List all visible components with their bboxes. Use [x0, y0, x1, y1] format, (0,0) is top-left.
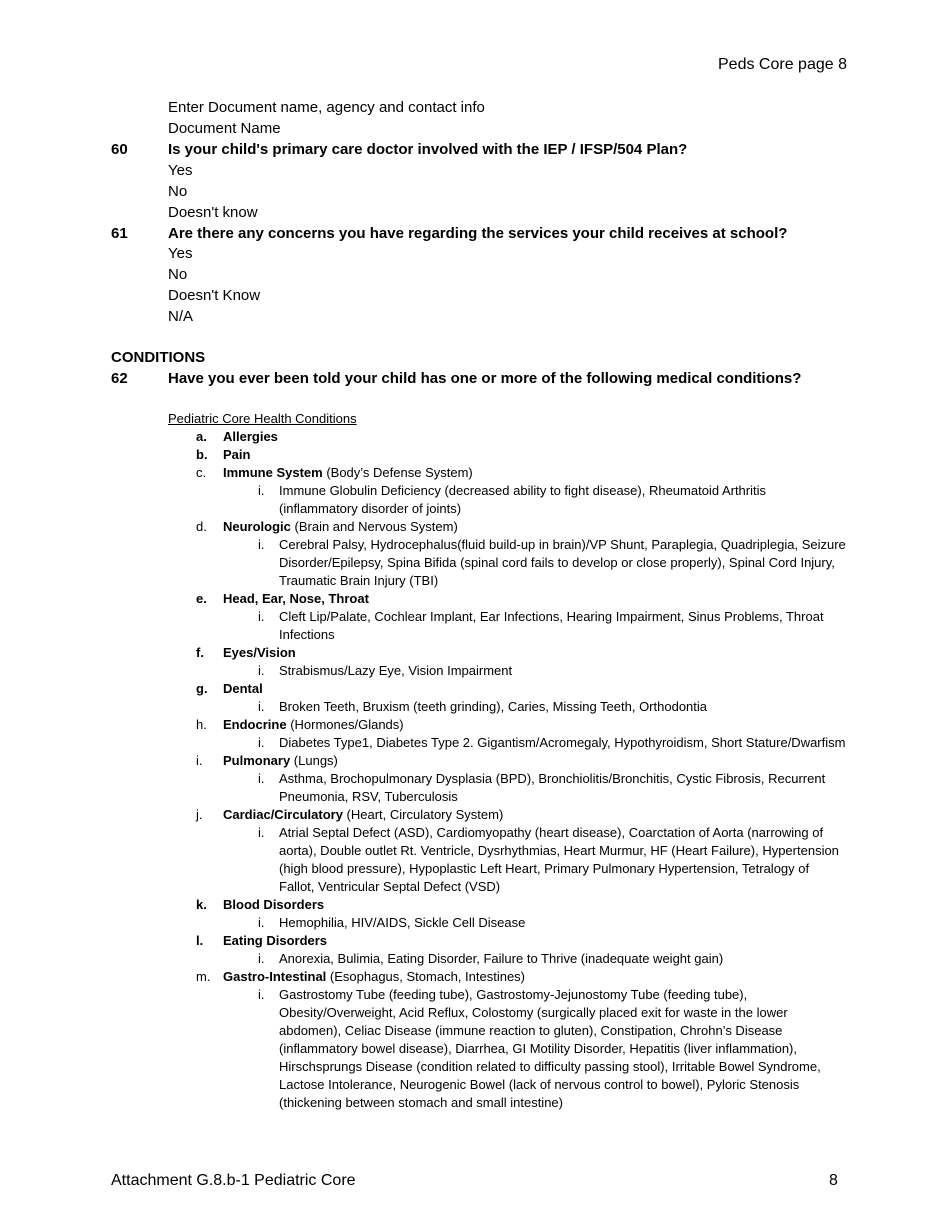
condition-item — [196, 428, 846, 446]
condition-letter: d. — [196, 519, 207, 534]
condition-letter: j. — [196, 807, 203, 822]
question-60-option: No — [168, 183, 188, 200]
intro-line-2: Document Name — [168, 120, 281, 137]
condition-description: (Brain and Nervous System) — [290, 519, 458, 534]
condition-name: Blood Disorders — [223, 897, 325, 912]
condition-subitem — [196, 734, 846, 752]
condition-item — [196, 752, 846, 806]
condition-letter: f. — [196, 645, 204, 660]
condition-item — [196, 680, 846, 716]
condition-subitem — [196, 608, 846, 644]
subitem-numeral: i. — [258, 735, 265, 750]
condition-name: Neurologic — [223, 519, 291, 534]
condition-letter: i. — [196, 753, 203, 768]
subitem-numeral: i. — [258, 915, 265, 930]
question-60-text: Is your child's primary care doctor involved with the IEP / IFSP/504 Plan? — [168, 141, 688, 158]
subitem-numeral: i. — [258, 663, 265, 678]
subitem-numeral: i. — [258, 609, 265, 624]
question-60-number: 60 — [111, 141, 128, 158]
subitem-text: Immune Globulin Deficiency (decreased ability to fight disease), Rheumatoid Arthritis (inflammatory disorder of joints) — [279, 483, 767, 516]
condition-description: (Esophagus, Stomach, Intestines) — [326, 969, 526, 984]
condition-item — [196, 464, 846, 518]
condition-letter: e. — [196, 591, 207, 606]
condition-name: Endocrine — [223, 717, 287, 732]
condition-name: Eyes/Vision — [223, 645, 296, 660]
condition-subitem — [196, 986, 846, 1112]
condition-subitem — [196, 536, 846, 590]
subitem-text: Gastrostomy Tube (feeding tube), Gastrostomy-Jejunostomy Tube (feeding tube), Obesity/Overweight, Acid Reflux, Colostomy (surgically placed exit for waste in the lower abdomen), Celiac Disease (immune reaction to gluten), Constipation, Chrohn’s Disease (inflammatory bowel disease), Diarrhea, GI Motility Disorder, Hepatitis (liver inflammation), Hirschsprungs Disease (condition related to difficulty passing stool), Irritable Bowel Syndrome, Lactose Intolerance, Neurogenic Bowel (lack of nervous control to bowel), Pyloric Stenosis (thickening between stomach and small intestine) — [279, 987, 821, 1110]
subitem-text: Hemophilia, HIV/AIDS, Sickle Cell Disease — [279, 915, 526, 930]
subitem-numeral: i. — [258, 825, 265, 840]
condition-name: Eating Disorders — [223, 933, 328, 948]
condition-name: Head, Ear, Nose, Throat — [223, 591, 369, 606]
condition-letter: b. — [196, 447, 208, 462]
condition-letter: l. — [196, 933, 204, 948]
condition-description: (Heart, Circulatory System) — [342, 807, 504, 822]
subitem-numeral: i. — [258, 537, 265, 552]
subitem-numeral: i. — [258, 699, 265, 714]
question-61-number: 61 — [111, 225, 128, 242]
subitem-text: Anorexia, Bulimia, Eating Disorder, Failure to Thrive (inadequate weight gain) — [279, 951, 724, 966]
question-62-text: Have you ever been told your child has one or more of the following medical conditions? — [168, 370, 802, 387]
condition-name: Pain — [223, 447, 251, 462]
condition-letter: g. — [196, 681, 208, 696]
question-60-option: Yes — [168, 162, 193, 179]
condition-subitem — [196, 698, 846, 716]
question-61-option: Doesn't Know — [168, 287, 261, 304]
condition-subitem — [196, 914, 846, 932]
subitem-text: Diabetes Type1, Diabetes Type 2. Gigantism/Acromegaly, Hypothyroidism, Short Stature/Dwarfism — [279, 735, 846, 750]
condition-letter: c. — [196, 465, 207, 480]
condition-letter: h. — [196, 717, 207, 732]
question-61-option: Yes — [168, 245, 193, 262]
condition-name: Gastro-Intestinal — [223, 969, 327, 984]
condition-subitem — [196, 950, 846, 968]
subitem-numeral: i. — [258, 483, 265, 498]
condition-name: Pulmonary — [223, 753, 291, 768]
question-61-option: N/A — [168, 308, 194, 325]
condition-description: (Hormones/Glands) — [286, 717, 404, 732]
condition-item — [196, 932, 846, 968]
condition-item — [196, 590, 846, 644]
condition-name: Cardiac/Circulatory — [223, 807, 343, 822]
subitem-numeral: i. — [258, 771, 265, 786]
subitem-text: Strabismus/Lazy Eye, Vision Impairment — [279, 663, 513, 678]
subitem-text: Asthma, Brochopulmonary Dysplasia (BPD), Bronchiolitis/Bronchitis, Cystic Fibrosis, Recurrent Pneumonia, RSV, Tuberculosis — [279, 771, 826, 804]
subitem-numeral: i. — [258, 987, 265, 1002]
condition-item — [196, 806, 846, 896]
question-61-text: Are there any concerns you have regarding the services your child receives at school? — [168, 225, 788, 242]
condition-subitem — [196, 662, 846, 680]
condition-item — [196, 446, 846, 464]
subitem-text: Cerebral Palsy, Hydrocephalus(fluid build-up in brain)/VP Shunt, Paraplegia, Quadriplegia, Seizure Disorder/Epilepsy, Spina Bifida (spinal cord fails to develop or close properly), Spinal Cord Injury, Traumatic Brain Injury (TBI) — [279, 537, 846, 588]
section-title: CONDITIONS — [111, 349, 206, 366]
footer-attachment: Attachment G.8.b-1 Pediatric Core — [111, 1172, 356, 1189]
condition-letter: k. — [196, 897, 207, 912]
subitem-text: Cleft Lip/Palate, Cochlear Implant, Ear Infections, Hearing Impairment, Sinus Problems, Throat Infections — [279, 609, 824, 642]
condition-item — [196, 644, 846, 680]
condition-letter: a. — [196, 429, 207, 444]
question-61-option: No — [168, 266, 188, 283]
question-62-number: 62 — [111, 370, 128, 387]
condition-item — [196, 518, 846, 590]
page-header: Peds Core page 8 — [718, 56, 847, 73]
condition-subitem — [196, 824, 846, 896]
condition-description: (Lungs) — [290, 753, 338, 768]
condition-name: Immune System — [223, 465, 323, 480]
conditions-list — [196, 428, 846, 1112]
condition-subitem — [196, 482, 846, 518]
intro-line-1: Enter Document name, agency and contact info — [168, 99, 485, 116]
condition-item — [196, 968, 846, 1112]
condition-description: (Body’s Defense System) — [322, 465, 473, 480]
conditions-list-title: Pediatric Core Health Conditions — [168, 411, 357, 426]
subitem-text: Atrial Septal Defect (ASD), Cardiomyopathy (heart disease), Coarctation of Aorta (narrowing of aorta), Double outlet Rt. Ventricle, Dysrhythmias, Heart Murmur, HF (Heart Failure), Hypertension (high blood pressure), Hypoplastic Left Heart, Primary Pulmonary Hypertension, Tetralogy of Fallot, Ventricular Septal Defect (VSD) — [279, 825, 839, 894]
condition-name: Allergies — [223, 429, 278, 444]
condition-subitem — [196, 770, 846, 806]
condition-name: Dental — [223, 681, 263, 696]
footer-page-number: 8 — [829, 1172, 838, 1189]
condition-item — [196, 716, 846, 752]
subitem-numeral: i. — [258, 951, 265, 966]
condition-letter: m. — [196, 969, 211, 984]
condition-item — [196, 896, 846, 932]
subitem-text: Broken Teeth, Bruxism (teeth grinding), Caries, Missing Teeth, Orthodontia — [279, 699, 708, 714]
question-60-option: Doesn't know — [168, 204, 258, 221]
